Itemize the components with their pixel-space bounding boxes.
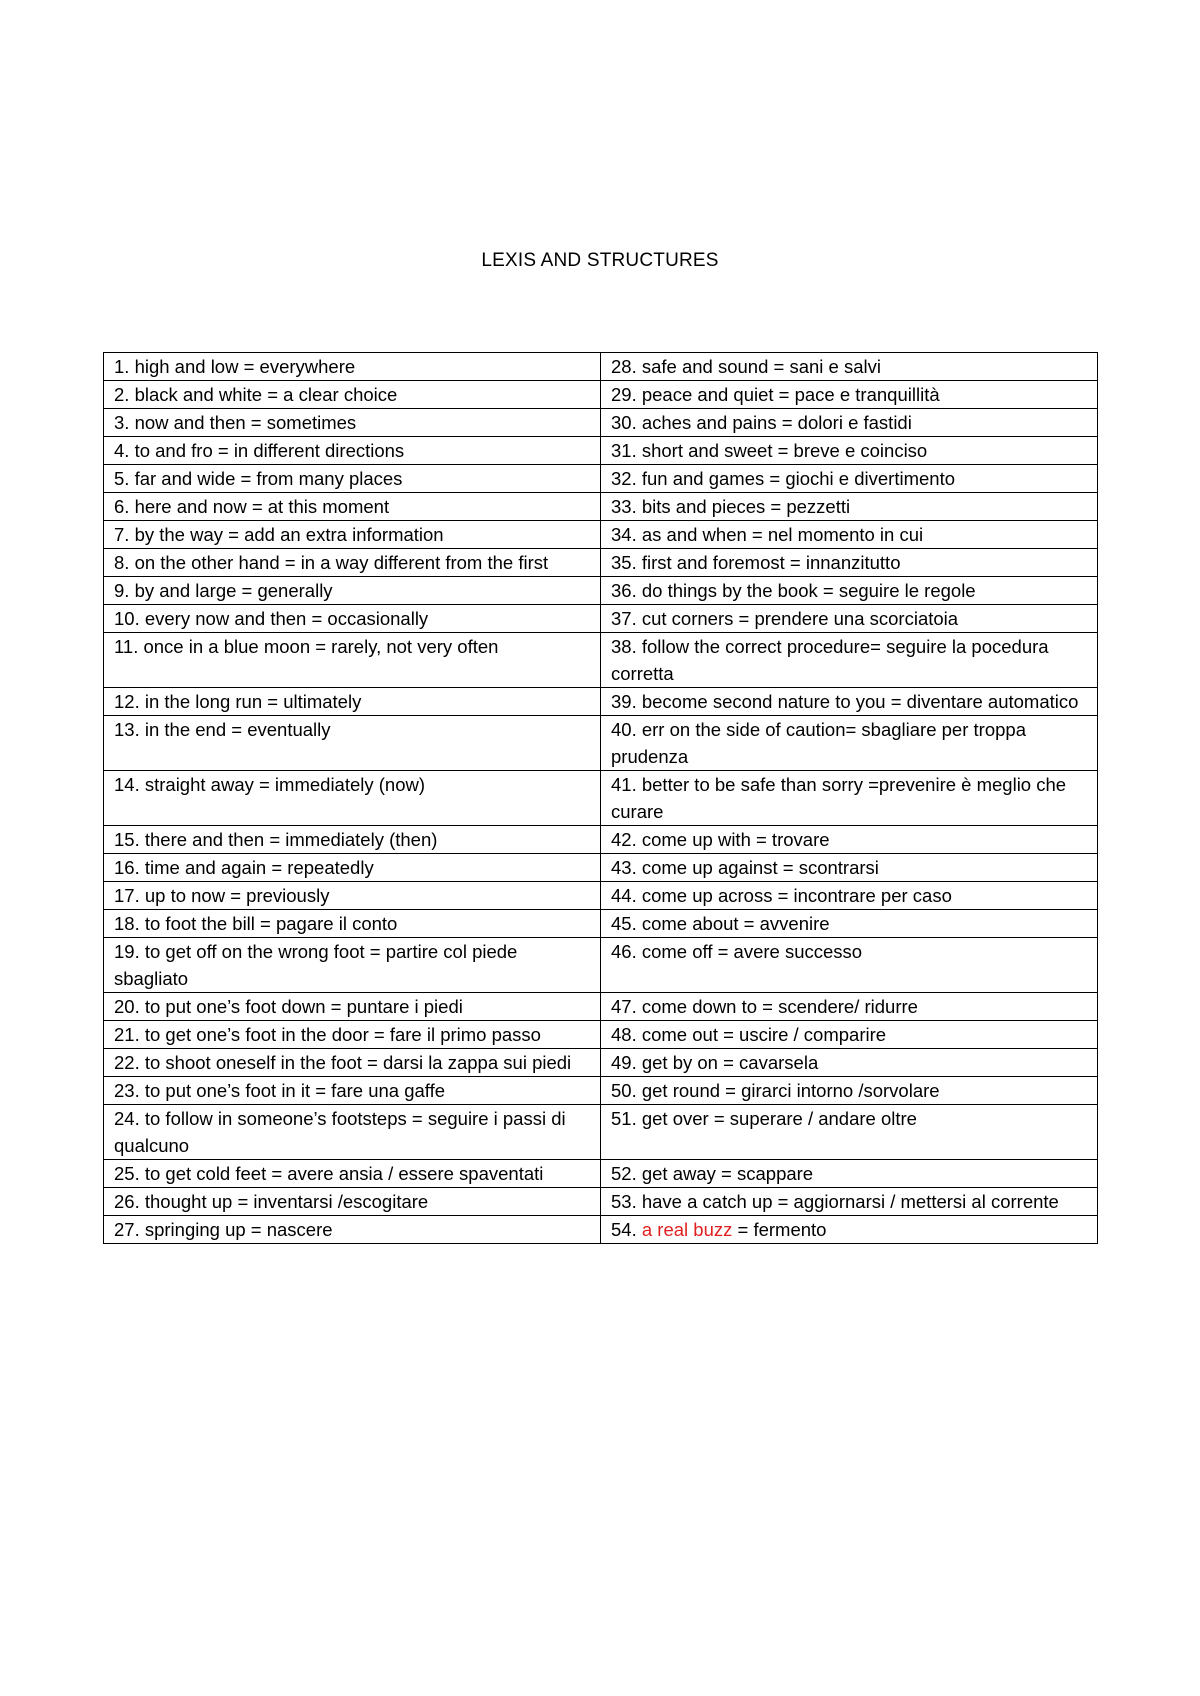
expression-cell-left: 10. every now and then = occasionally: [104, 605, 601, 633]
table-row: [104, 688, 1098, 716]
expression-cell-right: 50. get round = girarci intorno /sorvolare: [601, 1077, 1098, 1105]
expression-cell-left: 20. to put one’s foot down = puntare i piedi: [104, 993, 601, 1021]
expression-cell-left: 26. thought up = inventarsi /escogitare: [104, 1188, 601, 1216]
page-title: LEXIS AND STRUCTURES: [481, 250, 719, 271]
expression-cell-right: 44. come up across = incontrare per caso: [601, 882, 1098, 910]
expression-cell-left: 23. to put one’s foot in it = fare una gaffe: [104, 1077, 601, 1105]
entry-number: 54.: [611, 1219, 642, 1240]
expression-cell-right: 29. peace and quiet = pace e tranquillità: [601, 381, 1098, 409]
expression-cell-left: 15. there and then = immediately (then): [104, 826, 601, 854]
table-row: [104, 716, 1098, 771]
expression-cell-left: 9. by and large = generally: [104, 577, 601, 605]
expression-cell-left: 27. springing up = nascere: [104, 1216, 601, 1244]
lexis-table: [103, 352, 1098, 1244]
highlighted-phrase: a real buzz: [641, 1219, 733, 1240]
expression-cell-left: 5. far and wide = from many places: [104, 465, 601, 493]
lexis-table-body: [104, 353, 1098, 1244]
expression-cell-right: 31. short and sweet = breve e coinciso: [601, 437, 1098, 465]
table-row: [104, 1077, 1098, 1105]
expression-cell-left: 12. in the long run = ultimately: [104, 688, 601, 716]
expression-cell-left: 24. to follow in someone’s footsteps = seguire i passi di qualcuno: [104, 1105, 601, 1160]
expression-cell-left: 11. once in a blue moon = rarely, not very often: [104, 633, 601, 688]
table-row: [104, 381, 1098, 409]
expression-cell-right: 48. come out = uscire / comparire: [601, 1021, 1098, 1049]
table-row: [104, 910, 1098, 938]
expression-cell-right: 40. err on the side of caution= sbagliare per troppa prudenza: [601, 716, 1098, 771]
expression-cell-right: 46. come off = avere successo: [601, 938, 1098, 993]
expression-cell-right: 32. fun and games = giochi e divertimento: [601, 465, 1098, 493]
expression-cell-right: 51. get over = superare / andare oltre: [601, 1105, 1098, 1160]
table-row: [104, 854, 1098, 882]
expression-cell-left: 4. to and fro = in different directions: [104, 437, 601, 465]
entry-meaning: = fermento: [732, 1219, 827, 1240]
expression-cell-right: 30. aches and pains = dolori e fastidi: [601, 409, 1098, 437]
expression-cell-right: 37. cut corners = prendere una scorciatoia: [601, 605, 1098, 633]
expression-cell-left: 21. to get one’s foot in the door = fare il primo passo: [104, 1021, 601, 1049]
expression-cell-left: 25. to get cold feet = avere ansia / essere spaventati: [104, 1160, 601, 1188]
table-row: [104, 938, 1098, 993]
expression-cell-right: 43. come up against = scontrarsi: [601, 854, 1098, 882]
table-row: [104, 521, 1098, 549]
expression-cell-right: 49. get by on = cavarsela: [601, 1049, 1098, 1077]
table-row: [104, 1021, 1098, 1049]
expression-cell-right: 33. bits and pieces = pezzetti: [601, 493, 1098, 521]
expression-cell-right: 35. first and foremost = innanzitutto: [601, 549, 1098, 577]
expression-cell-right: 53. have a catch up = aggiornarsi / mettersi al corrente: [601, 1188, 1098, 1216]
table-row: [104, 1105, 1098, 1160]
table-row: [104, 353, 1098, 381]
expression-cell-left: 19. to get off on the wrong foot = partire col piede sbagliato: [104, 938, 601, 993]
expression-cell-right: 47. come down to = scendere/ ridurre: [601, 993, 1098, 1021]
table-row: [104, 465, 1098, 493]
expression-cell-left: 6. here and now = at this moment: [104, 493, 601, 521]
expression-cell-right: 41. better to be safe than sorry =prevenire è meglio che curare: [601, 771, 1098, 826]
expression-cell-left: 1. high and low = everywhere: [104, 353, 601, 381]
table-row: [104, 1160, 1098, 1188]
expression-cell-left: 13. in the end = eventually: [104, 716, 601, 771]
table-row: [104, 826, 1098, 854]
expression-cell-left: 18. to foot the bill = pagare il conto: [104, 910, 601, 938]
expression-cell-right: 36. do things by the book = seguire le regole: [601, 577, 1098, 605]
table-row: [104, 577, 1098, 605]
table-row: [104, 1216, 1098, 1244]
expression-cell-left: 3. now and then = sometimes: [104, 409, 601, 437]
expression-cell-right: 28. safe and sound = sani e salvi: [601, 353, 1098, 381]
expression-cell-right: 52. get away = scappare: [601, 1160, 1098, 1188]
expression-cell-left: 8. on the other hand = in a way different from the first: [104, 549, 601, 577]
table-row: [104, 993, 1098, 1021]
expression-cell-left: 2. black and white = a clear choice: [104, 381, 601, 409]
expression-cell-left: 17. up to now = previously: [104, 882, 601, 910]
expression-cell-left: 16. time and again = repeatedly: [104, 854, 601, 882]
table-row: [104, 437, 1098, 465]
table-row: [104, 882, 1098, 910]
expression-cell-right: 45. come about = avvenire: [601, 910, 1098, 938]
expression-cell-right: [601, 1216, 1098, 1244]
table-row: [104, 1188, 1098, 1216]
table-row: [104, 409, 1098, 437]
expression-cell-right: 34. as and when = nel momento in cui: [601, 521, 1098, 549]
table-row: [104, 605, 1098, 633]
table-row: [104, 493, 1098, 521]
table-row: [104, 549, 1098, 577]
expression-cell-right: 42. come up with = trovare: [601, 826, 1098, 854]
table-row: [104, 633, 1098, 688]
expression-cell-left: 22. to shoot oneself in the foot = darsi la zappa sui piedi: [104, 1049, 601, 1077]
expression-cell-left: 7. by the way = add an extra information: [104, 521, 601, 549]
table-row: [104, 1049, 1098, 1077]
expression-cell-right: 38. follow the correct procedure= seguire la pocedura corretta: [601, 633, 1098, 688]
expression-cell-left: 14. straight away = immediately (now): [104, 771, 601, 826]
table-row: [104, 771, 1098, 826]
expression-cell-right: 39. become second nature to you = diventare automatico: [601, 688, 1098, 716]
